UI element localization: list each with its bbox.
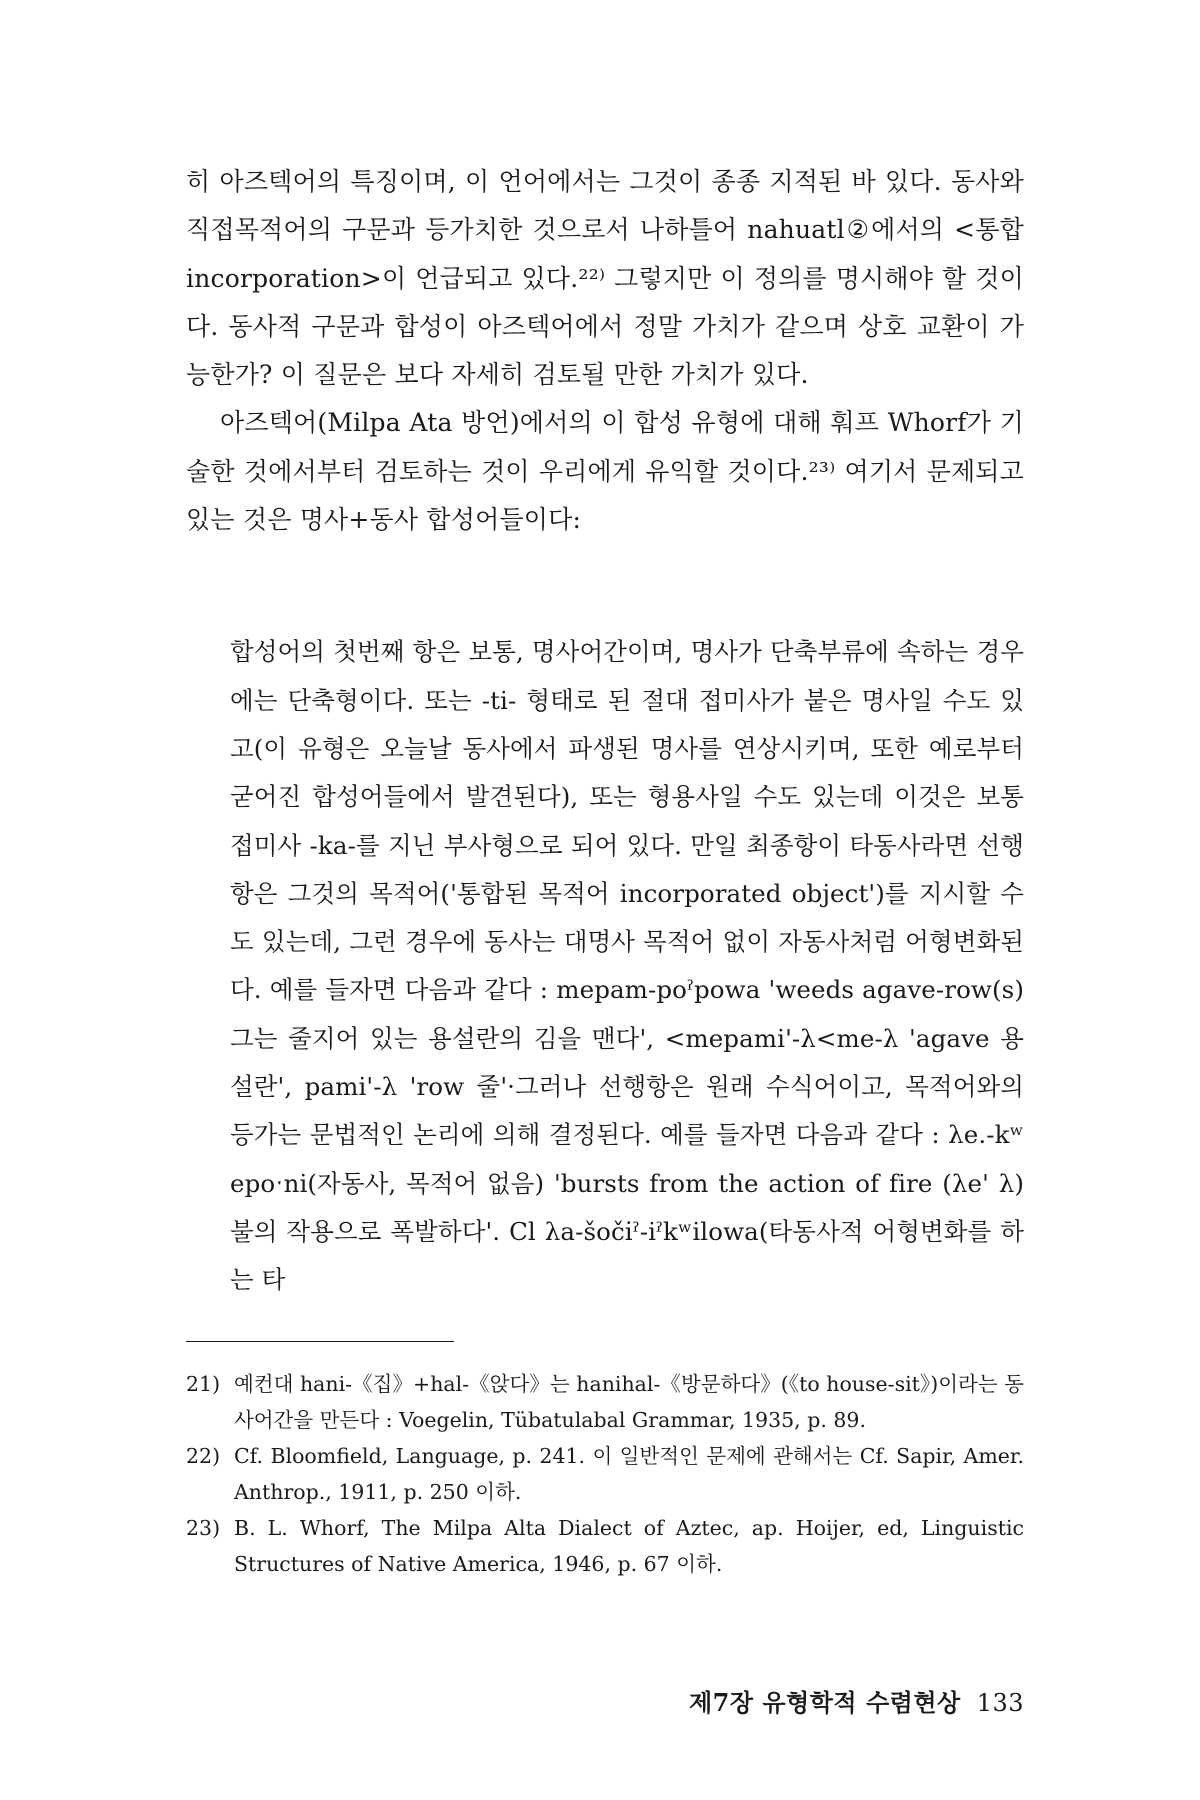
- footnote-number: 21): [186, 1371, 221, 1396]
- page-body: [186, 158, 1024, 1582]
- footnote-23: [186, 1510, 1024, 1582]
- chapter-title: 제7장 유형학적 수렴현상: [688, 1688, 961, 1717]
- footnotes: [186, 1366, 1024, 1582]
- footnote-text: B. L. Whorf, The Milpa Alta Dialect of Aztec, ap. Hoijer, ed, Linguistic Structures of Native America, 1946, p. 67 이하.: [234, 1515, 1024, 1576]
- block-quote: 합성어의 첫번째 항은 보통, 명사어간이며, 명사가 단축부류에 속하는 경우에는 단축형이다. 또는 -ti- 형태로 된 절대 접미사가 붙은 명사일 수도 있고(이 유형은 오늘날 동사에서 파생된 명사를 연상시키며, 또한 예로부터 굳어진 합성어들에서 발견된다), 또는 형용사일 수도 있는데 이것은 보통 접미사 -ka-를 지닌 부사형으로 되어 있다. 만일 최종항이 타동사라면 선행항은 그것의 목적어('통합된 목적어 incorporated object')를 지시할 수도 있는데, 그런 경우에 동사는 대명사 목적어 없이 자동사처럼 어형변화된다. 예를 들자면 다음과 같다 : mepam-poˀpowa 'weeds agave-row(s)그는 줄지어 있는 용설란의 김을 맨다', <mepami'-λ<me-λ 'agave 용설란', pami'-λ 'row 줄'·그러나 선행항은 원래 수식어이고, 목적어와의 등가는 문법적인 논리에 의해 결정된다. 예를 들자면 다음과 같다 : λe.-kʷ epoˑni(자동사, 목적어 없음) 'bursts from the action of fire (λe' λ) 불의 작용으로 폭발하다'. Cl λa-šoči̇ˀ-iˀkʷilowa(타동사적 어형변화를 하는 타: [230, 637, 1024, 1295]
- body-paragraph-2: 아즈텍어(Milpa Ata 방언)에서의 이 합성 유형에 대해 훠프 Whorf가 기술한 것에서부터 검토하는 것이 우리에게 유익할 것이다.²³⁾ 여기서 문제되고 있는 것은 명사+동사 합성어들이다:: [186, 408, 1024, 535]
- page-number: 133: [976, 1689, 1024, 1717]
- footnote-text: 예컨대 hani-《집》+hal-《앉다》는 hanihal-《방문하다》(《to house-sit》)이라는 동사어간을 만든다 : Voegelin, Tübatulabal Grammar, 1935, p. 89.: [234, 1371, 1024, 1432]
- footnote-22: [186, 1438, 1024, 1510]
- footnote-21: [186, 1366, 1024, 1438]
- body-paragraph-1: 히 아즈텍어의 특징이며, 이 언어에서는 그것이 종종 지적된 바 있다. 동사와 직접목적어의 구문과 등가치한 것으로서 나하틀어 nahuatl②에서의 <통합 incorporation>이 언급되고 있다.²²⁾ 그렇지만 이 정의를 명시해야 할 것이다. 동사적 구문과 합성이 아즈텍어에서 정말 가치가 같으며 상호 교환이 가능한가? 이 질문은 보다 자세히 검토될 만한 가치가 있다.: [186, 167, 1024, 390]
- footnote-number: 23): [186, 1515, 221, 1540]
- footnote-text: Cf. Bloomfield, Language, p. 241. 이 일반적인 문제에 관해서는 Cf. Sapir, Amer. Anthrop., 1911, p. 250 이하.: [234, 1443, 1024, 1504]
- footnote-number: 22): [186, 1443, 221, 1468]
- footnote-divider: [186, 1341, 454, 1342]
- running-footer: [689, 1683, 1024, 1718]
